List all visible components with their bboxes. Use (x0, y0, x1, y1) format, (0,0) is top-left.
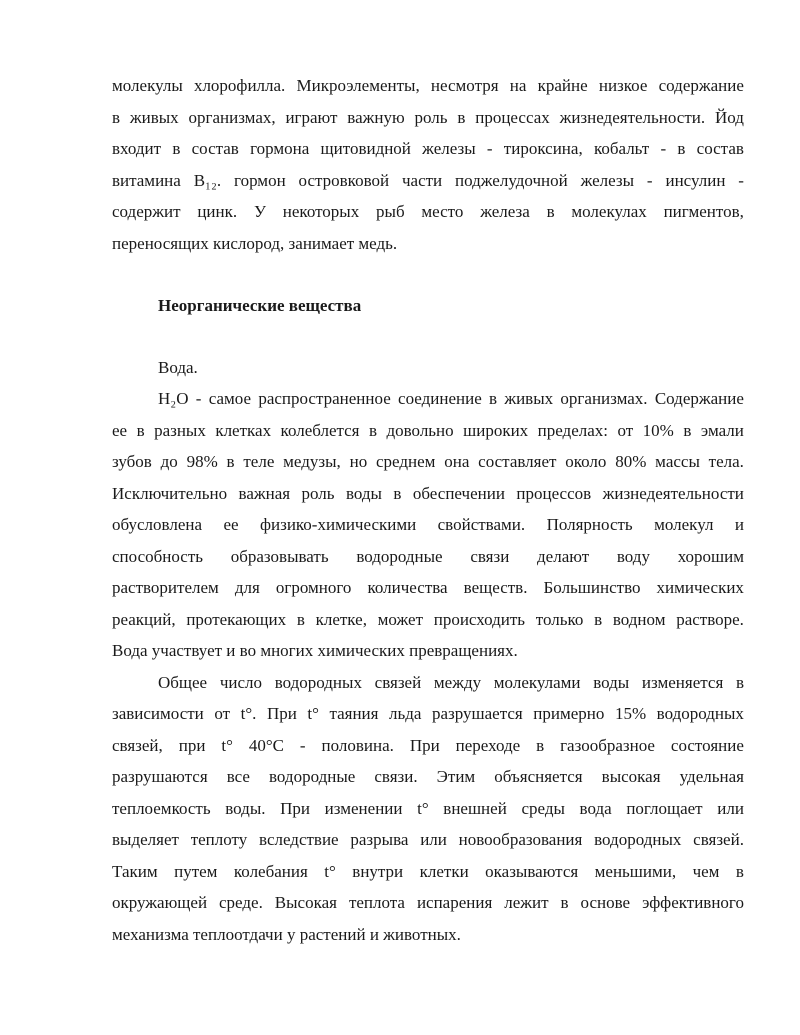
word: переходе (455, 735, 521, 755)
word: количества (367, 578, 448, 597)
word: место (421, 202, 464, 221)
word: 98% (186, 452, 218, 471)
text-line (112, 192, 744, 224)
text-line (112, 379, 744, 411)
word: делают (537, 546, 590, 566)
word: Исключительно (112, 483, 228, 503)
word: играют (285, 107, 338, 127)
word: гормона (250, 139, 310, 158)
word: она (444, 452, 470, 471)
word: При (409, 735, 440, 755)
word: инсулин (665, 170, 726, 190)
word: Большинство (543, 578, 641, 597)
word: t° (221, 735, 233, 755)
word: - (738, 170, 744, 190)
word: щитовидной (320, 139, 411, 158)
word: число (219, 672, 262, 692)
word: жизнедеятельности. (559, 107, 706, 127)
word: вода (579, 798, 612, 818)
word: колеблется (280, 420, 360, 440)
word: в (536, 735, 545, 755)
word: обусловлена (112, 515, 203, 534)
word: связей (374, 672, 422, 692)
word: Полярность (546, 515, 633, 534)
word: 40°С (248, 735, 284, 755)
word: в (683, 420, 692, 440)
word: медузы, (283, 452, 341, 471)
text-line (112, 442, 744, 474)
word: Содержание (654, 389, 744, 408)
word: H₂O (158, 389, 189, 408)
word: - (646, 170, 653, 190)
word: важная (238, 483, 291, 503)
word: испарения (416, 893, 493, 912)
text-line: механизма теплоотдачи у растений и животных. (112, 924, 461, 944)
word: При (280, 798, 311, 818)
word: самое (208, 389, 252, 408)
word: вследствие (259, 830, 339, 849)
word: половина. (321, 735, 394, 755)
word: несмотря (430, 76, 499, 95)
word: и (734, 515, 744, 534)
word: веществ. (463, 578, 528, 597)
word: поджелудочной (455, 170, 568, 190)
text-line (112, 98, 744, 130)
word: t° (417, 798, 429, 818)
word: воды. (225, 798, 266, 818)
word: жизнедеятельности (602, 483, 744, 503)
word: зависимости (112, 704, 204, 723)
text-line (112, 161, 744, 193)
word: или (420, 830, 447, 849)
word: внешней (443, 798, 507, 818)
word: оказываются (485, 861, 579, 881)
word: Йод (714, 107, 744, 127)
word: состояние (670, 735, 744, 755)
word: Этим (436, 767, 476, 786)
word: ее (112, 420, 128, 440)
word: воду (616, 546, 650, 566)
word: составляет (478, 452, 557, 471)
text-line (112, 129, 744, 161)
text-line (112, 820, 744, 852)
word: живых (504, 389, 554, 408)
word: водородных (594, 830, 682, 849)
word: теплота (348, 893, 405, 912)
word: среднем (376, 452, 436, 471)
word: в (546, 202, 555, 221)
word: окружающей (112, 893, 208, 912)
word: 15% (614, 704, 647, 723)
word: в (735, 861, 744, 881)
word: теле (243, 452, 275, 471)
word: воды (345, 483, 382, 503)
word: зубов (112, 452, 152, 471)
word: клетки (419, 861, 469, 881)
word: примерно (533, 704, 605, 723)
word: чем (692, 861, 720, 881)
word: клетках (215, 420, 272, 440)
word: тела. (708, 452, 744, 471)
word: широких (463, 420, 529, 440)
word: около (565, 452, 607, 471)
word: процессов (516, 483, 592, 503)
word: разных (154, 420, 206, 440)
paragraph-chlorophyll (112, 66, 744, 255)
text-line (112, 66, 744, 98)
word: пигментов, (663, 202, 744, 221)
word: - (299, 735, 306, 755)
word: содержит (112, 202, 181, 221)
word: 10% (642, 420, 674, 440)
word: соединение (398, 389, 482, 408)
word: молекулах (571, 202, 647, 221)
word: теплоту (190, 830, 248, 849)
word: таяния (329, 704, 379, 723)
text-line (112, 474, 744, 506)
word: Микроэлементы, (296, 76, 420, 95)
word: кобальт (593, 139, 650, 158)
word: способность (112, 546, 204, 566)
word: водородных (656, 704, 744, 723)
word: среды (521, 798, 565, 818)
word: витамина (112, 170, 181, 190)
word: довольно (386, 420, 454, 440)
word: только (535, 609, 584, 629)
word: от (214, 704, 231, 723)
word: в (594, 609, 603, 629)
text-line (112, 537, 744, 569)
text-line (112, 852, 744, 884)
word: обеспечении (412, 483, 505, 503)
word: поглощает (626, 798, 703, 818)
word: меньшими, (594, 861, 677, 881)
word: железа (480, 202, 530, 221)
word: гормон (234, 170, 286, 190)
word: но (349, 452, 368, 471)
text-line: Вода участвует и во многих химических превращениях. (112, 641, 518, 660)
word: внутри (352, 861, 404, 881)
word: B₁₂. (193, 170, 222, 190)
word: основе (580, 893, 631, 912)
word: эффективного (642, 893, 744, 912)
word: процессах (475, 107, 550, 127)
word: на (509, 76, 527, 95)
word: хлорофилла. (193, 76, 286, 95)
word: молекул (654, 515, 714, 534)
word: входит (112, 139, 162, 158)
word: в (457, 107, 466, 127)
text-line: переносящих кислород, занимает медь. (112, 233, 398, 253)
word: - (486, 139, 493, 158)
word: цинк. (197, 202, 238, 221)
word: путем (174, 861, 218, 881)
word: или (717, 798, 744, 818)
word: Общее (158, 672, 208, 692)
text-line (112, 411, 744, 443)
word: удельная (679, 767, 744, 786)
subsection-title: Вода. (158, 357, 198, 377)
word: растворителем (112, 578, 219, 597)
word: лежит (504, 893, 549, 912)
word: физико-химическими (259, 515, 417, 534)
text-line (112, 726, 744, 758)
text-line (112, 505, 744, 537)
word: изменении (324, 798, 403, 818)
word: водородные (356, 546, 443, 566)
paragraph-hydrogen-bonds (112, 663, 744, 947)
word: роль (414, 107, 448, 127)
word: организмах. (560, 389, 648, 408)
text-line (112, 600, 744, 632)
text-line (112, 694, 744, 726)
word: до (160, 452, 178, 471)
word: При (266, 704, 297, 723)
word: в (112, 107, 121, 127)
word: массы (655, 452, 700, 471)
word: колебания (233, 861, 308, 881)
word: образовывать (230, 546, 329, 566)
word: при (178, 735, 206, 755)
word: - (195, 389, 202, 408)
word: в (368, 420, 378, 440)
document-page (112, 66, 744, 946)
word: разрушаются (112, 767, 208, 786)
word: связей. (693, 830, 744, 849)
text-line (112, 789, 744, 821)
word: t° (307, 704, 319, 723)
word: льда (389, 704, 422, 723)
word: в (136, 420, 145, 440)
word: роль (301, 483, 335, 503)
word: в (393, 483, 402, 503)
word: клетке, (315, 609, 367, 629)
word: водородных (274, 672, 362, 692)
word: Высокая (274, 893, 337, 912)
word: ее (223, 515, 239, 534)
word: в (560, 893, 569, 912)
word: некоторых (282, 202, 360, 221)
text-line (112, 757, 744, 789)
text-line (112, 883, 744, 915)
word: важную (347, 107, 405, 127)
word: объясняется (494, 767, 583, 786)
word: в (296, 609, 305, 629)
word: рыб (376, 202, 405, 221)
word: содержание (658, 76, 744, 95)
word: эмали (700, 420, 744, 440)
word: части (401, 170, 443, 190)
word: газообразное (560, 735, 655, 755)
word: реакций, (112, 609, 176, 629)
word: хорошим (677, 546, 744, 566)
word: от (617, 420, 634, 440)
word: высокая (601, 767, 661, 786)
word: живых (129, 107, 179, 127)
word: связи. (374, 767, 418, 786)
word: - (660, 139, 667, 158)
word: между (433, 672, 482, 692)
section-heading: Неорганические вещества (158, 296, 362, 315)
word: молекулы (112, 76, 183, 95)
paragraph-water (112, 379, 744, 663)
word: протекающих (186, 609, 287, 629)
word: для (234, 578, 260, 597)
word: все (226, 767, 250, 786)
word: свойствами. (437, 515, 526, 534)
word: t°. (240, 704, 257, 723)
word: разрушается (432, 704, 523, 723)
word: У (253, 202, 266, 221)
word: состав (191, 139, 239, 158)
word: Таким (112, 861, 158, 881)
word: выделяет (112, 830, 179, 849)
word: воды (593, 672, 630, 692)
word: в (226, 452, 235, 471)
word: изменяется (641, 672, 724, 692)
word: состав (696, 139, 744, 158)
word: молекулами (493, 672, 581, 692)
word: 80% (615, 452, 647, 471)
word: теплоемкость (112, 798, 211, 818)
word: в (489, 389, 498, 408)
word: низкое (598, 76, 648, 95)
word: тироксина, (503, 139, 583, 158)
word: крайне (537, 76, 588, 95)
word: новообразования (458, 830, 583, 849)
word: разрыва (350, 830, 409, 849)
word: в (735, 672, 744, 692)
word: водном (612, 609, 666, 629)
word: островковой (298, 170, 390, 190)
text-line (112, 568, 744, 600)
word: химических (656, 578, 744, 597)
word: растворе. (676, 609, 744, 629)
word: связи (470, 546, 510, 566)
word: t° (324, 861, 336, 881)
word: водородные (269, 767, 356, 786)
word: организмах, (188, 107, 276, 127)
word: связей, (112, 735, 163, 755)
word: распространенное (258, 389, 391, 408)
word: происходить (433, 609, 526, 629)
text-line (112, 663, 744, 695)
word: железы (580, 170, 635, 190)
word: железы (422, 139, 476, 158)
word: пределах: (537, 420, 609, 440)
word: может (377, 609, 424, 629)
word: среде. (219, 893, 263, 912)
word: в (677, 139, 686, 158)
word: в (172, 139, 181, 158)
word: огромного (275, 578, 352, 597)
